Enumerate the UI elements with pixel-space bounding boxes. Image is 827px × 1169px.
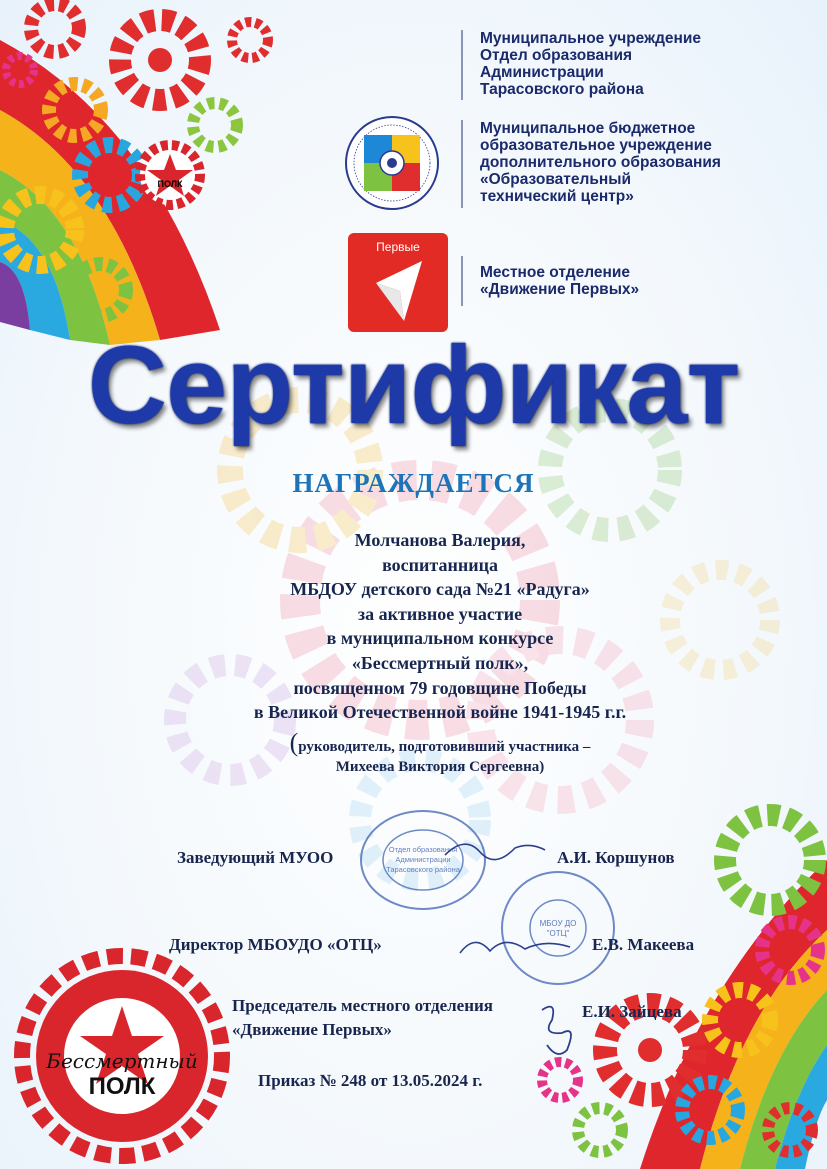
signature-name-muoo: А.И. Коршунов [557,848,675,867]
org-otc: Муниципальное бюджетное образовательное учреждение дополнительного образования «Образовательный технический центр» [480,120,721,205]
signature-korshunov [440,830,550,870]
badge-top-label: ПОЛК [157,179,183,189]
note-line-2: Михеева Виктория Сергеевна) [335,759,545,775]
signature-role-movement: Председатель местного отделения [232,996,493,1015]
certificate-title: Сертификат [87,324,740,447]
org-muoo: Муниципальное учреждение Отдел образования Администрации Тарасовского района [480,30,702,98]
note-open-paren: ( [289,728,299,757]
header-divider-2 [461,120,463,208]
bessmertny-polk-badge [14,948,230,1164]
body-line: МБДОУ детского сада №21 «Радуга» [290,579,590,600]
order-number: Приказ № 248 от 13.05.2024 г. [258,1071,483,1090]
supervisor-note [0,728,827,777]
signature-name-movement: Е.И. Зайцева [582,1002,682,1021]
pervye-arrow-icon [370,259,426,323]
signature-name-otc: Е.В. Макеева [592,935,695,954]
svg-text:МБОУ ДО: МБОУ ДО [539,919,577,928]
badge-word: ПОЛК [88,1073,156,1100]
header-divider-1 [461,30,463,100]
body-line: Молчанова Валерия, [354,530,526,550]
note-line-1: руководитель, подготовивший участника – [298,739,591,755]
signature-makeeva [455,925,575,965]
awarded-heading: НАГРАЖДАЕТСЯ [292,468,535,498]
signature-role-otc: Директор МБОУДО «ОТЦ» [169,935,382,954]
signature-role-muoo: Заведующий МУОО [177,848,334,867]
header-divider-3 [461,256,463,306]
body-line: посвященном 79 годовщине Победы [293,677,587,698]
otc-logo [344,115,440,211]
award-body [0,528,827,725]
svg-text:Тарасовского района: Тарасовского района [386,865,460,874]
svg-text:Администрации: Администрации [395,855,451,864]
svg-text:Отдел образования: Отдел образования [388,845,458,854]
badge-script: Бессмертный [46,1049,198,1073]
body-line: «Бессмертный полк», [351,652,529,673]
body-line: воспитанница [382,554,498,575]
svg-text:"ОТЦ": "ОТЦ" [546,929,570,938]
body-line: в муниципальном конкурсе [326,628,554,649]
pervye-logo-label: Первые [376,240,420,254]
body-line: за активное участие [357,603,523,624]
org-movement: Местное отделение «Движение Первых» [480,264,640,298]
star-gear-badge-top [140,145,200,205]
pervye-logo [348,233,448,332]
signature-role-movement-2: «Движение Первых» [232,1020,392,1039]
body-line: в Великой Отечественной войне 1941-1945 г.г. [253,702,627,723]
